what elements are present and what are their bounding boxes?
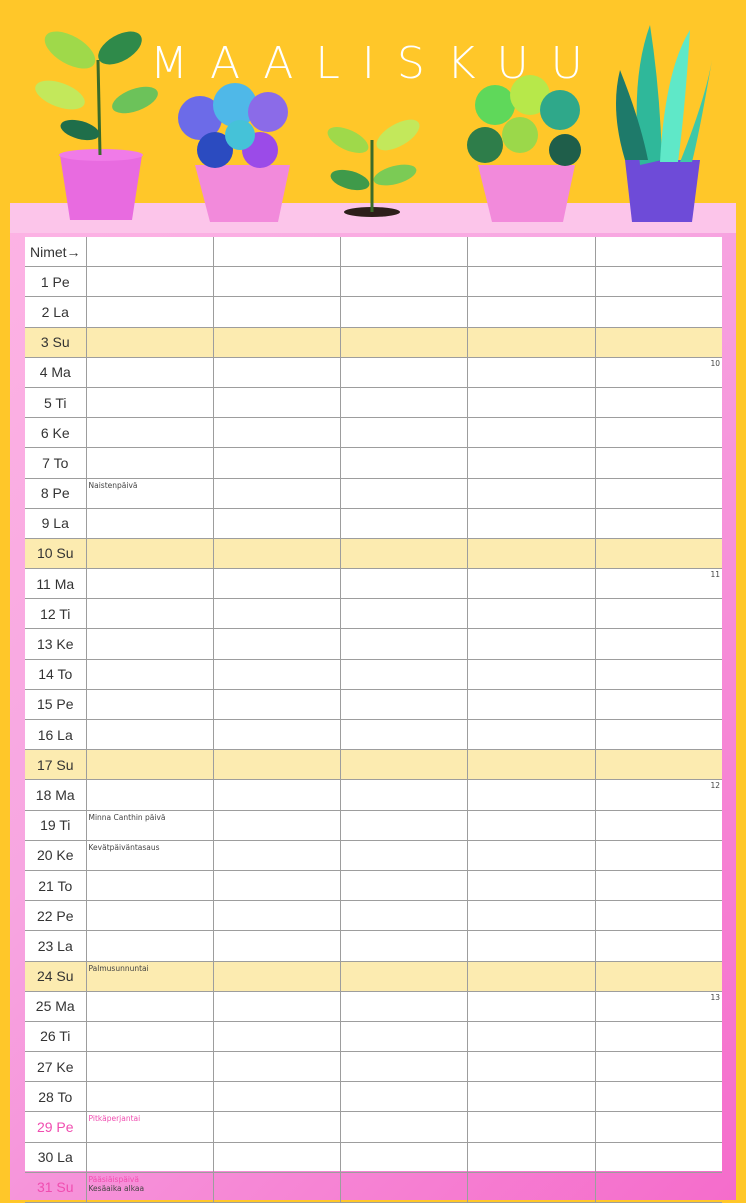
entry-cell[interactable]: [213, 569, 340, 599]
entry-cell[interactable]: [595, 1172, 722, 1202]
entry-cell[interactable]: [86, 538, 213, 568]
entry-cell[interactable]: [340, 1112, 467, 1142]
potted-plant-5: [616, 25, 712, 222]
entry-cell[interactable]: [467, 659, 595, 689]
entry-cell[interactable]: [340, 569, 467, 599]
entry-cell[interactable]: [595, 1142, 722, 1172]
entry-cell[interactable]: [340, 1052, 467, 1082]
entry-cell[interactable]: [86, 599, 213, 629]
note-text: Pitkäperjantai: [88, 1114, 141, 1124]
day-label: 27 Ke: [25, 1052, 86, 1082]
entry-cell[interactable]: [595, 297, 722, 327]
entry-cell[interactable]: [86, 931, 213, 961]
day-row: [25, 538, 722, 568]
entry-cell[interactable]: [467, 387, 595, 417]
entry-cell[interactable]: [213, 961, 340, 991]
entry-cell[interactable]: [213, 870, 340, 900]
day-label: 3 Su: [25, 327, 86, 357]
entry-cell[interactable]: [595, 357, 722, 387]
entry-cell[interactable]: [595, 689, 722, 719]
note-text: Palmusunnuntai: [88, 963, 149, 973]
day-label: 2 La: [25, 297, 86, 327]
entry-cell[interactable]: [467, 840, 595, 870]
day-row: [25, 629, 722, 659]
day-row: [25, 478, 722, 508]
day-label: 13 Ke: [25, 629, 86, 659]
entry-cell[interactable]: [467, 1142, 595, 1172]
entry-cell[interactable]: [213, 1142, 340, 1172]
day-label: 4 Ma: [25, 357, 86, 387]
entry-cell[interactable]: [86, 750, 213, 780]
entry-cell[interactable]: [467, 418, 595, 448]
entry-cell[interactable]: [340, 599, 467, 629]
day-row: [25, 327, 722, 357]
entry-cell[interactable]: [595, 478, 722, 508]
header-row: [25, 237, 722, 267]
entry-cell[interactable]: [86, 297, 213, 327]
potted-plant-1: [31, 24, 161, 220]
entry-cell[interactable]: [595, 901, 722, 931]
day-label: 31 Su: [25, 1172, 86, 1202]
entry-cell[interactable]: [340, 659, 467, 689]
entry-cell[interactable]: [467, 870, 595, 900]
day-label: 22 Pe: [25, 901, 86, 931]
entry-cell[interactable]: [340, 810, 467, 840]
entry-cell[interactable]: [467, 478, 595, 508]
entry-cell[interactable]: [213, 629, 340, 659]
day-row: [25, 1112, 722, 1142]
entry-cell[interactable]: [467, 901, 595, 931]
entry-cell[interactable]: [467, 780, 595, 810]
entry-cell[interactable]: [467, 689, 595, 719]
entry-cell[interactable]: [595, 961, 722, 991]
day-label: 26 Ti: [25, 1021, 86, 1051]
entry-cell[interactable]: [86, 810, 213, 840]
name-cell[interactable]: [595, 237, 722, 267]
day-row: [25, 508, 722, 538]
entry-cell[interactable]: [86, 720, 213, 750]
entry-cell[interactable]: [467, 327, 595, 357]
entry-cell[interactable]: [467, 629, 595, 659]
day-row: [25, 720, 722, 750]
day-label: 23 La: [25, 931, 86, 961]
day-label: 19 Ti: [25, 810, 86, 840]
day-note: [89, 1175, 145, 1193]
entry-cell[interactable]: [86, 991, 213, 1021]
day-row: [25, 689, 722, 719]
day-label: 10 Su: [25, 538, 86, 568]
day-row: [25, 840, 722, 870]
entry-cell[interactable]: [213, 840, 340, 870]
entry-cell[interactable]: [467, 357, 595, 387]
entry-cell[interactable]: [213, 659, 340, 689]
entry-cell[interactable]: [86, 1142, 213, 1172]
entry-cell[interactable]: [340, 538, 467, 568]
day-row: [25, 961, 722, 991]
day-row: [25, 1052, 722, 1082]
entry-cell[interactable]: [595, 538, 722, 568]
entry-cell[interactable]: [467, 991, 595, 1021]
entry-cell[interactable]: [213, 387, 340, 417]
day-label: 12 Ti: [25, 599, 86, 629]
day-note: [89, 843, 160, 852]
entry-cell[interactable]: [595, 840, 722, 870]
entry-cell[interactable]: [595, 629, 722, 659]
day-row: [25, 780, 722, 810]
day-label: 20 Ke: [25, 840, 86, 870]
entry-cell[interactable]: [467, 599, 595, 629]
name-cell[interactable]: [86, 237, 213, 267]
entry-cell[interactable]: [467, 569, 595, 599]
entry-cell[interactable]: [213, 1172, 340, 1202]
day-label: 11 Ma: [25, 569, 86, 599]
day-label: 16 La: [25, 720, 86, 750]
entry-cell[interactable]: [340, 689, 467, 719]
day-row: [25, 1082, 722, 1112]
entry-cell[interactable]: [86, 1052, 213, 1082]
entry-cell[interactable]: [213, 1082, 340, 1112]
potted-plant-2: [178, 83, 290, 222]
entry-cell[interactable]: [595, 1112, 722, 1142]
day-row: [25, 297, 722, 327]
entry-cell[interactable]: [213, 991, 340, 1021]
day-row: [25, 1172, 722, 1202]
names-header: Nimet→: [25, 237, 86, 267]
entry-cell[interactable]: [340, 1082, 467, 1112]
entry-cell[interactable]: [340, 327, 467, 357]
entry-cell[interactable]: [595, 1052, 722, 1082]
entry-cell[interactable]: [213, 720, 340, 750]
day-label: 9 La: [25, 508, 86, 538]
entry-cell[interactable]: [213, 357, 340, 387]
entry-cell[interactable]: [86, 870, 213, 900]
note-text: Naistenpäivä: [88, 480, 138, 490]
entry-cell[interactable]: [86, 357, 213, 387]
entry-cell[interactable]: [467, 931, 595, 961]
entry-cell[interactable]: [340, 931, 467, 961]
entry-cell[interactable]: [213, 1112, 340, 1142]
entry-cell[interactable]: [86, 448, 213, 478]
day-label: 24 Su: [25, 961, 86, 991]
day-row: [25, 810, 722, 840]
entry-cell[interactable]: [213, 538, 340, 568]
entry-cell[interactable]: [340, 1172, 467, 1202]
entry-cell[interactable]: [340, 991, 467, 1021]
potted-plant-3: [324, 113, 424, 217]
entry-cell[interactable]: [467, 267, 595, 297]
potted-plant-4: [467, 75, 581, 222]
entry-cell[interactable]: [213, 448, 340, 478]
entry-cell[interactable]: [467, 508, 595, 538]
week-number: 13: [710, 992, 720, 1002]
calendar-sheet: [25, 237, 722, 1196]
note-text: Minna Canthin päivä: [88, 812, 166, 822]
day-row: [25, 387, 722, 417]
entry-cell[interactable]: [595, 1082, 722, 1112]
entry-cell[interactable]: [595, 750, 722, 780]
entry-cell[interactable]: [86, 418, 213, 448]
entry-cell[interactable]: [213, 508, 340, 538]
entry-cell[interactable]: [467, 810, 595, 840]
entry-cell[interactable]: [595, 780, 722, 810]
entry-cell[interactable]: [86, 1112, 213, 1142]
day-row: [25, 599, 722, 629]
entry-cell[interactable]: [467, 1082, 595, 1112]
calendar-table: [25, 237, 722, 1203]
week-number: 10: [710, 358, 720, 368]
entry-cell[interactable]: [86, 1172, 213, 1202]
day-label: 30 La: [25, 1142, 86, 1172]
entry-cell[interactable]: [213, 1052, 340, 1082]
day-label: 29 Pe: [25, 1112, 86, 1142]
entry-cell[interactable]: [86, 569, 213, 599]
entry-cell[interactable]: [213, 418, 340, 448]
entry-cell[interactable]: [340, 840, 467, 870]
day-label: 15 Pe: [25, 689, 86, 719]
entry-cell[interactable]: [86, 659, 213, 689]
entry-cell[interactable]: [467, 1021, 595, 1051]
entry-cell[interactable]: [86, 901, 213, 931]
note-text: Kevätpäiväntasaus: [88, 842, 160, 852]
entry-cell[interactable]: [86, 961, 213, 991]
day-label: 25 Ma: [25, 991, 86, 1021]
entry-cell[interactable]: [595, 659, 722, 689]
day-label: 6 Ke: [25, 418, 86, 448]
plants-illustration: [0, 0, 746, 230]
entry-cell[interactable]: [467, 1052, 595, 1082]
day-row: [25, 750, 722, 780]
entry-cell[interactable]: [213, 327, 340, 357]
day-note: [89, 1114, 141, 1123]
day-row: [25, 931, 722, 961]
entry-cell[interactable]: [86, 689, 213, 719]
entry-cell[interactable]: [86, 327, 213, 357]
day-row: [25, 267, 722, 297]
entry-cell[interactable]: [595, 931, 722, 961]
entry-cell[interactable]: [213, 267, 340, 297]
entry-cell[interactable]: [340, 267, 467, 297]
day-row: [25, 1021, 722, 1051]
entry-cell[interactable]: [213, 931, 340, 961]
day-label: 21 To: [25, 870, 86, 900]
entry-cell[interactable]: [213, 780, 340, 810]
entry-cell[interactable]: [467, 961, 595, 991]
entry-cell[interactable]: [340, 870, 467, 900]
entry-cell[interactable]: [213, 810, 340, 840]
day-label: 28 To: [25, 1082, 86, 1112]
entry-cell[interactable]: [467, 720, 595, 750]
day-label: 18 Ma: [25, 780, 86, 810]
entry-cell[interactable]: [467, 1112, 595, 1142]
entry-cell[interactable]: [86, 1082, 213, 1112]
entry-cell[interactable]: [213, 599, 340, 629]
week-number: 12: [710, 781, 720, 791]
day-row: [25, 991, 722, 1021]
entry-cell[interactable]: [340, 418, 467, 448]
entry-cell[interactable]: [340, 297, 467, 327]
week-number: 11: [710, 570, 720, 580]
entry-cell[interactable]: [595, 418, 722, 448]
day-row: [25, 1142, 722, 1172]
entry-cell[interactable]: [340, 1142, 467, 1172]
name-cell[interactable]: [213, 237, 340, 267]
entry-cell[interactable]: [595, 387, 722, 417]
entry-cell[interactable]: [595, 1021, 722, 1051]
entry-cell[interactable]: [595, 810, 722, 840]
entry-cell[interactable]: [213, 1021, 340, 1051]
entry-cell[interactable]: [340, 720, 467, 750]
entry-cell[interactable]: [595, 870, 722, 900]
note-text: Pääsiäispäivä: [88, 1174, 139, 1184]
entry-cell[interactable]: [340, 961, 467, 991]
day-row: [25, 870, 722, 900]
entry-cell[interactable]: [467, 448, 595, 478]
entry-cell[interactable]: [595, 448, 722, 478]
entry-cell[interactable]: [86, 1021, 213, 1051]
entry-cell[interactable]: [213, 901, 340, 931]
day-row: [25, 357, 722, 387]
entry-cell[interactable]: [340, 478, 467, 508]
day-label: 5 Ti: [25, 387, 86, 417]
day-note: [89, 964, 149, 973]
entry-cell[interactable]: [86, 508, 213, 538]
entry-cell[interactable]: [86, 267, 213, 297]
entry-cell[interactable]: [340, 357, 467, 387]
entry-cell[interactable]: [213, 478, 340, 508]
day-label: 14 To: [25, 659, 86, 689]
day-row: [25, 569, 722, 599]
entry-cell[interactable]: [86, 387, 213, 417]
entry-cell[interactable]: [595, 991, 722, 1021]
day-note: [89, 813, 166, 822]
entry-cell[interactable]: [86, 780, 213, 810]
entry-cell[interactable]: [213, 689, 340, 719]
entry-cell[interactable]: [467, 1172, 595, 1202]
entry-cell[interactable]: [595, 327, 722, 357]
day-label: 8 Pe: [25, 478, 86, 508]
entry-cell[interactable]: [86, 840, 213, 870]
day-row: [25, 418, 722, 448]
day-row: [25, 659, 722, 689]
entry-cell[interactable]: [213, 297, 340, 327]
day-label: 17 Su: [25, 750, 86, 780]
entry-cell[interactable]: [595, 599, 722, 629]
entry-cell[interactable]: [340, 448, 467, 478]
entry-cell[interactable]: [86, 478, 213, 508]
name-cell[interactable]: [467, 237, 595, 267]
entry-cell[interactable]: [340, 780, 467, 810]
name-cell[interactable]: [340, 237, 467, 267]
entry-cell[interactable]: [467, 750, 595, 780]
day-note: [89, 481, 138, 490]
note-text-secondary: Kesäaika alkaa: [88, 1183, 145, 1193]
entry-cell[interactable]: [467, 538, 595, 568]
entry-cell[interactable]: [595, 569, 722, 599]
entry-cell[interactable]: [340, 629, 467, 659]
entry-cell[interactable]: [340, 901, 467, 931]
entry-cell[interactable]: [340, 1021, 467, 1051]
month-title: MAALISKUU: [150, 38, 605, 89]
entry-cell[interactable]: [86, 629, 213, 659]
entry-cell[interactable]: [595, 720, 722, 750]
day-row: [25, 448, 722, 478]
entry-cell[interactable]: [595, 267, 722, 297]
entry-cell[interactable]: [595, 508, 722, 538]
entry-cell[interactable]: [340, 750, 467, 780]
entry-cell[interactable]: [340, 387, 467, 417]
day-row: [25, 901, 722, 931]
day-label: 1 Pe: [25, 267, 86, 297]
entry-cell[interactable]: [340, 508, 467, 538]
entry-cell[interactable]: [467, 297, 595, 327]
day-label: 7 To: [25, 448, 86, 478]
entry-cell[interactable]: [213, 750, 340, 780]
